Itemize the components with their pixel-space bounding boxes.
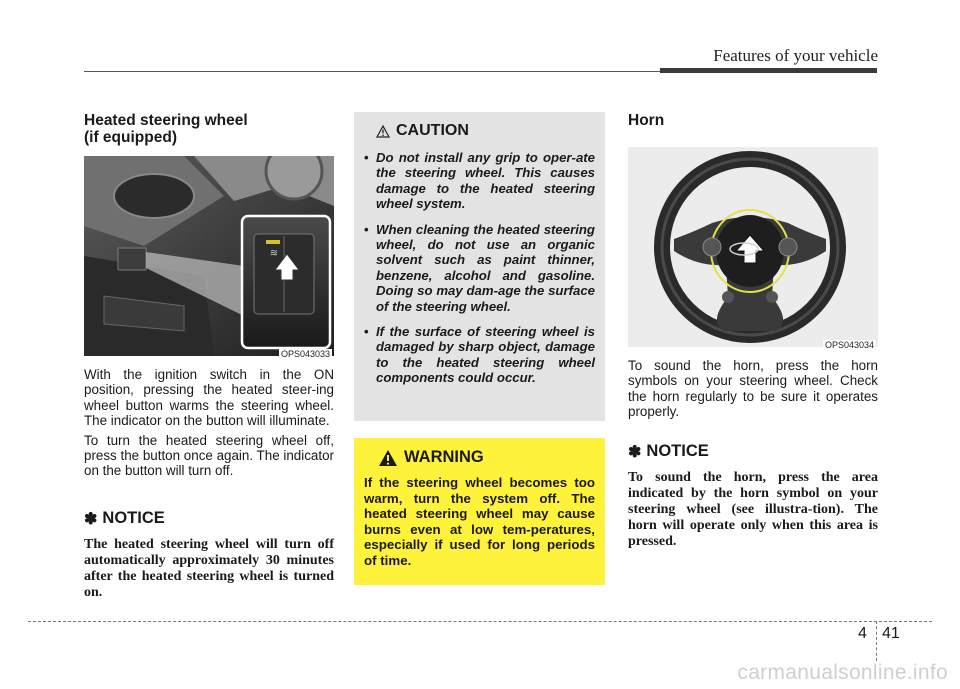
warning-box xyxy=(354,438,605,585)
warning-triangle-icon xyxy=(378,449,398,467)
steering-wheel-illustration xyxy=(628,147,878,347)
notice-heading xyxy=(84,509,334,529)
heated-steering-figure xyxy=(84,156,334,361)
notice-text: To sound the horn, press the area indicated by the horn symbol on your steering wheel (see illustra-tion). The horn will operate only when this area is pressed. xyxy=(628,469,878,549)
right-column xyxy=(628,112,878,550)
left-column xyxy=(84,112,334,601)
svg-text:≋: ≋ xyxy=(269,248,279,259)
notice-title: NOTICE xyxy=(646,442,709,461)
notice-text: The heated steering wheel will turn off automatically approximately 30 minutes after the heated steering wheel is turned on. xyxy=(84,536,334,600)
horn-figure xyxy=(628,147,878,352)
caution-title: CAUTION xyxy=(396,122,469,139)
header-accent-bar xyxy=(660,68,877,73)
caution-triangle-icon xyxy=(376,125,390,138)
caution-heading xyxy=(376,122,595,140)
heading-line-2: (if equipped) xyxy=(84,129,177,146)
heated-steering-heading xyxy=(84,112,334,146)
page-section-title: Features of your vehicle xyxy=(713,46,878,65)
warning-text: If the steering wheel becomes too warm, turn the system off. The heated steering wheel may cause burns even at low tem-peratures, especially if used for long periods of time. xyxy=(364,475,595,568)
page-number: 41 xyxy=(882,625,900,642)
caution-item: • If the surface of steering wheel is damaged by sharp object, damage to the heated steering wheel components could occur. xyxy=(364,324,595,386)
notice-asterisk-icon: ✽ xyxy=(84,510,98,528)
page-number-divider xyxy=(876,621,877,661)
caution-item: • Do not install any grip to oper-ate the steering wheel. This causes damage to the heated steering wheel system. xyxy=(364,150,595,212)
caution-box xyxy=(354,112,605,421)
warning-heading xyxy=(378,448,595,467)
caution-list xyxy=(364,150,595,386)
chapter-number: 4 xyxy=(858,625,867,642)
horn-paragraph: To sound the horn, press the horn symbols on your steering wheel. Check the horn regularly to be sure it operates properly. xyxy=(628,358,878,420)
notice-asterisk-icon: ✽ xyxy=(628,443,642,461)
watermark: carmanualsonline.info xyxy=(737,661,948,684)
paragraph-2: To turn the heated steering wheel off, press the button once again. The indicator on the button will turn off. xyxy=(84,432,334,479)
paragraph-1: With the ignition switch in the ON position, pressing the heated steer-ing wheel button warms the steering wheel. The indicator on the button will illuminate. xyxy=(84,367,334,429)
warning-title: WARNING xyxy=(404,448,484,466)
footer-rule xyxy=(28,621,932,622)
notice-heading xyxy=(628,442,878,462)
caution-item: • When cleaning the heated steering wheel, do not use an organic solvent such as paint thinner, benzene, alcohol and gasoline. Doing so may dam-age the surface of the steering wheel. xyxy=(364,222,595,314)
horn-heading: Horn xyxy=(628,112,665,129)
figure-caption: OPS043033 xyxy=(280,349,330,359)
notice-title: NOTICE xyxy=(102,509,165,528)
heading-line-1: Heated steering wheel xyxy=(84,112,248,129)
dashboard-button-illustration xyxy=(84,156,334,356)
figure-caption: OPS043034 xyxy=(824,340,874,350)
